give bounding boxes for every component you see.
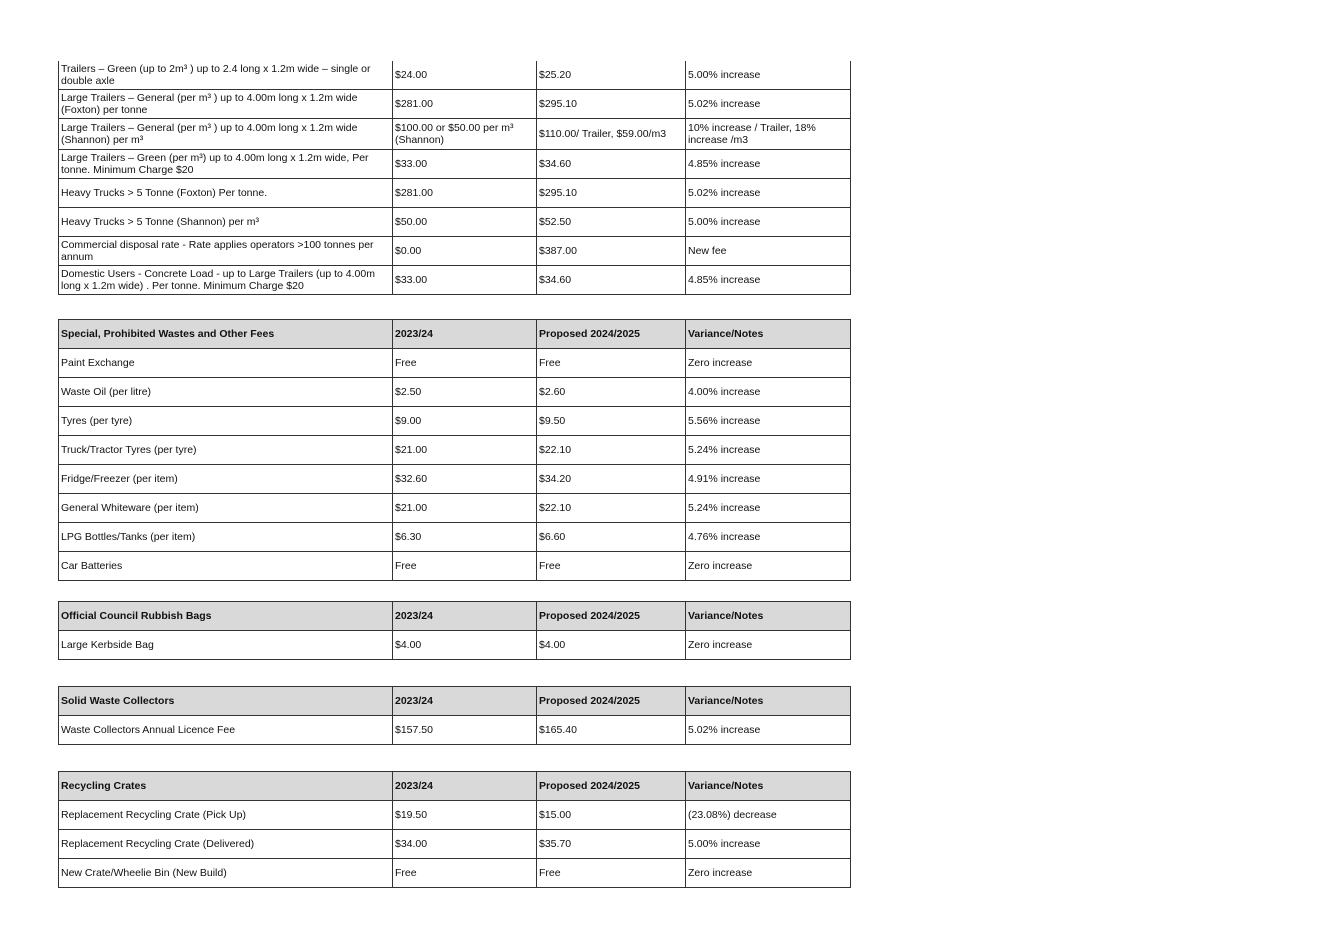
table-row bbox=[59, 119, 851, 150]
proposed-fee-cell: $34.60 bbox=[537, 150, 686, 179]
current-fee-cell: $157.50 bbox=[393, 716, 537, 745]
table-header-row bbox=[59, 772, 851, 801]
proposed-fee-cell: $9.50 bbox=[537, 407, 686, 436]
section-title-header: Recycling Crates bbox=[59, 772, 393, 801]
proposed-fee-cell: $295.10 bbox=[537, 179, 686, 208]
item-cell: General Whiteware (per item) bbox=[59, 494, 393, 523]
variance-header: Variance/Notes bbox=[686, 320, 851, 349]
variance-cell: 5.00% increase bbox=[686, 208, 851, 237]
special-wastes-table bbox=[58, 319, 851, 581]
current-fee-cell: $100.00 or $50.00 per m³ (Shannon) bbox=[393, 119, 537, 150]
variance-cell: 5.56% increase bbox=[686, 407, 851, 436]
item-cell: Commercial disposal rate - Rate applies operators >100 tonnes per annum bbox=[59, 237, 393, 266]
variance-cell: New fee bbox=[686, 237, 851, 266]
trailers-fees-table bbox=[58, 61, 851, 295]
proposed-fee-cell: $4.00 bbox=[537, 631, 686, 660]
current-year-header: 2023/24 bbox=[393, 602, 537, 631]
table-row bbox=[59, 150, 851, 179]
proposed-fee-cell: $387.00 bbox=[537, 237, 686, 266]
variance-cell: 4.85% increase bbox=[686, 266, 851, 295]
variance-cell: 5.24% increase bbox=[686, 494, 851, 523]
current-fee-cell: $0.00 bbox=[393, 237, 537, 266]
table-row bbox=[59, 552, 851, 581]
table-row bbox=[59, 349, 851, 378]
item-cell: Replacement Recycling Crate (Delivered) bbox=[59, 830, 393, 859]
proposed-fee-cell: $25.20 bbox=[537, 61, 686, 90]
table-row bbox=[59, 61, 851, 90]
current-fee-cell: $9.00 bbox=[393, 407, 537, 436]
item-cell: Car Batteries bbox=[59, 552, 393, 581]
variance-cell: 5.24% increase bbox=[686, 436, 851, 465]
item-cell: Large Kerbside Bag bbox=[59, 631, 393, 660]
variance-cell: (23.08%) decrease bbox=[686, 801, 851, 830]
current-fee-cell: $21.00 bbox=[393, 436, 537, 465]
current-fee-cell: $24.00 bbox=[393, 61, 537, 90]
table-header-row bbox=[59, 320, 851, 349]
proposed-fee-cell: $52.50 bbox=[537, 208, 686, 237]
proposed-fee-cell: $15.00 bbox=[537, 801, 686, 830]
section-title-header: Special, Prohibited Wastes and Other Fees bbox=[59, 320, 393, 349]
item-cell: New Crate/Wheelie Bin (New Build) bbox=[59, 859, 393, 888]
proposed-year-header: Proposed 2024/2025 bbox=[537, 772, 686, 801]
variance-cell: Zero increase bbox=[686, 859, 851, 888]
proposed-fee-cell: $2.60 bbox=[537, 378, 686, 407]
item-cell: Large Trailers – General (per m³ ) up to 4.00m long x 1.2m wide (Shannon) per m³ bbox=[59, 119, 393, 150]
current-fee-cell: Free bbox=[393, 552, 537, 581]
section-title-header: Official Council Rubbish Bags bbox=[59, 602, 393, 631]
table-row bbox=[59, 436, 851, 465]
proposed-fee-cell: Free bbox=[537, 349, 686, 378]
variance-cell: Zero increase bbox=[686, 349, 851, 378]
current-year-header: 2023/24 bbox=[393, 687, 537, 716]
current-fee-cell: $32.60 bbox=[393, 465, 537, 494]
proposed-fee-cell: $110.00/ Trailer, $59.00/m3 bbox=[537, 119, 686, 150]
proposed-year-header: Proposed 2024/2025 bbox=[537, 320, 686, 349]
item-cell: Domestic Users - Concrete Load - up to Large Trailers (up to 4.00m long x 1.2m wide) . Per tonne. Minimum Charge $20 bbox=[59, 266, 393, 295]
proposed-fee-cell: $295.10 bbox=[537, 90, 686, 119]
current-year-header: 2023/24 bbox=[393, 320, 537, 349]
current-fee-cell: Free bbox=[393, 349, 537, 378]
variance-cell: 4.85% increase bbox=[686, 150, 851, 179]
current-fee-cell: $281.00 bbox=[393, 90, 537, 119]
proposed-fee-cell: $165.40 bbox=[537, 716, 686, 745]
variance-cell: 4.00% increase bbox=[686, 378, 851, 407]
variance-header: Variance/Notes bbox=[686, 602, 851, 631]
current-fee-cell: $281.00 bbox=[393, 179, 537, 208]
item-cell: Fridge/Freezer (per item) bbox=[59, 465, 393, 494]
current-fee-cell: Free bbox=[393, 859, 537, 888]
proposed-fee-cell: $6.60 bbox=[537, 523, 686, 552]
proposed-fee-cell: Free bbox=[537, 552, 686, 581]
variance-header: Variance/Notes bbox=[686, 687, 851, 716]
table-row bbox=[59, 179, 851, 208]
table-row bbox=[59, 407, 851, 436]
current-fee-cell: $21.00 bbox=[393, 494, 537, 523]
item-cell: LPG Bottles/Tanks (per item) bbox=[59, 523, 393, 552]
current-fee-cell: $4.00 bbox=[393, 631, 537, 660]
current-year-header: 2023/24 bbox=[393, 772, 537, 801]
current-fee-cell: $6.30 bbox=[393, 523, 537, 552]
current-fee-cell: $2.50 bbox=[393, 378, 537, 407]
proposed-year-header: Proposed 2024/2025 bbox=[537, 602, 686, 631]
section-title-header: Solid Waste Collectors bbox=[59, 687, 393, 716]
variance-cell: 5.00% increase bbox=[686, 61, 851, 90]
table-row bbox=[59, 208, 851, 237]
variance-cell: 5.02% increase bbox=[686, 90, 851, 119]
variance-cell: 4.91% increase bbox=[686, 465, 851, 494]
proposed-fee-cell: $22.10 bbox=[537, 494, 686, 523]
current-fee-cell: $50.00 bbox=[393, 208, 537, 237]
item-cell: Waste Collectors Annual Licence Fee bbox=[59, 716, 393, 745]
table-header-row bbox=[59, 602, 851, 631]
table-row bbox=[59, 465, 851, 494]
item-cell: Truck/Tractor Tyres (per tyre) bbox=[59, 436, 393, 465]
proposed-fee-cell: Free bbox=[537, 859, 686, 888]
current-fee-cell: $33.00 bbox=[393, 266, 537, 295]
variance-cell: 10% increase / Trailer, 18% increase /m3 bbox=[686, 119, 851, 150]
variance-cell: 5.00% increase bbox=[686, 830, 851, 859]
proposed-fee-cell: $34.20 bbox=[537, 465, 686, 494]
variance-cell: 5.02% increase bbox=[686, 716, 851, 745]
item-cell: Heavy Trucks > 5 Tonne (Foxton) Per tonne. bbox=[59, 179, 393, 208]
item-cell: Replacement Recycling Crate (Pick Up) bbox=[59, 801, 393, 830]
proposed-fee-cell: $22.10 bbox=[537, 436, 686, 465]
proposed-fee-cell: $34.60 bbox=[537, 266, 686, 295]
table-row bbox=[59, 494, 851, 523]
table-row bbox=[59, 716, 851, 745]
table-row bbox=[59, 830, 851, 859]
item-cell: Large Trailers – Green (per m³) up to 4.00m long x 1.2m wide, Per tonne. Minimum Charge $20 bbox=[59, 150, 393, 179]
variance-cell: 5.02% increase bbox=[686, 179, 851, 208]
table-row bbox=[59, 237, 851, 266]
variance-cell: Zero increase bbox=[686, 552, 851, 581]
current-fee-cell: $33.00 bbox=[393, 150, 537, 179]
proposed-year-header: Proposed 2024/2025 bbox=[537, 687, 686, 716]
item-cell: Large Trailers – General (per m³ ) up to 4.00m long x 1.2m wide (Foxton) per tonne bbox=[59, 90, 393, 119]
table-row bbox=[59, 859, 851, 888]
table-row bbox=[59, 523, 851, 552]
rubbish-bags-table bbox=[58, 601, 851, 660]
recycling-crates-table bbox=[58, 771, 851, 888]
variance-header: Variance/Notes bbox=[686, 772, 851, 801]
proposed-fee-cell: $35.70 bbox=[537, 830, 686, 859]
item-cell: Waste Oil (per litre) bbox=[59, 378, 393, 407]
current-fee-cell: $19.50 bbox=[393, 801, 537, 830]
waste-collectors-table bbox=[58, 686, 851, 745]
table-header-row bbox=[59, 687, 851, 716]
item-cell: Tyres (per tyre) bbox=[59, 407, 393, 436]
current-fee-cell: $34.00 bbox=[393, 830, 537, 859]
table-row bbox=[59, 631, 851, 660]
variance-cell: 4.76% increase bbox=[686, 523, 851, 552]
item-cell: Heavy Trucks > 5 Tonne (Shannon) per m³ bbox=[59, 208, 393, 237]
table-row bbox=[59, 90, 851, 119]
item-cell: Paint Exchange bbox=[59, 349, 393, 378]
table-row bbox=[59, 378, 851, 407]
item-cell: Trailers – Green (up to 2m³ ) up to 2.4 long x 1.2m wide – single or double axle bbox=[59, 61, 393, 90]
table-row bbox=[59, 266, 851, 295]
table-row bbox=[59, 801, 851, 830]
variance-cell: Zero increase bbox=[686, 631, 851, 660]
